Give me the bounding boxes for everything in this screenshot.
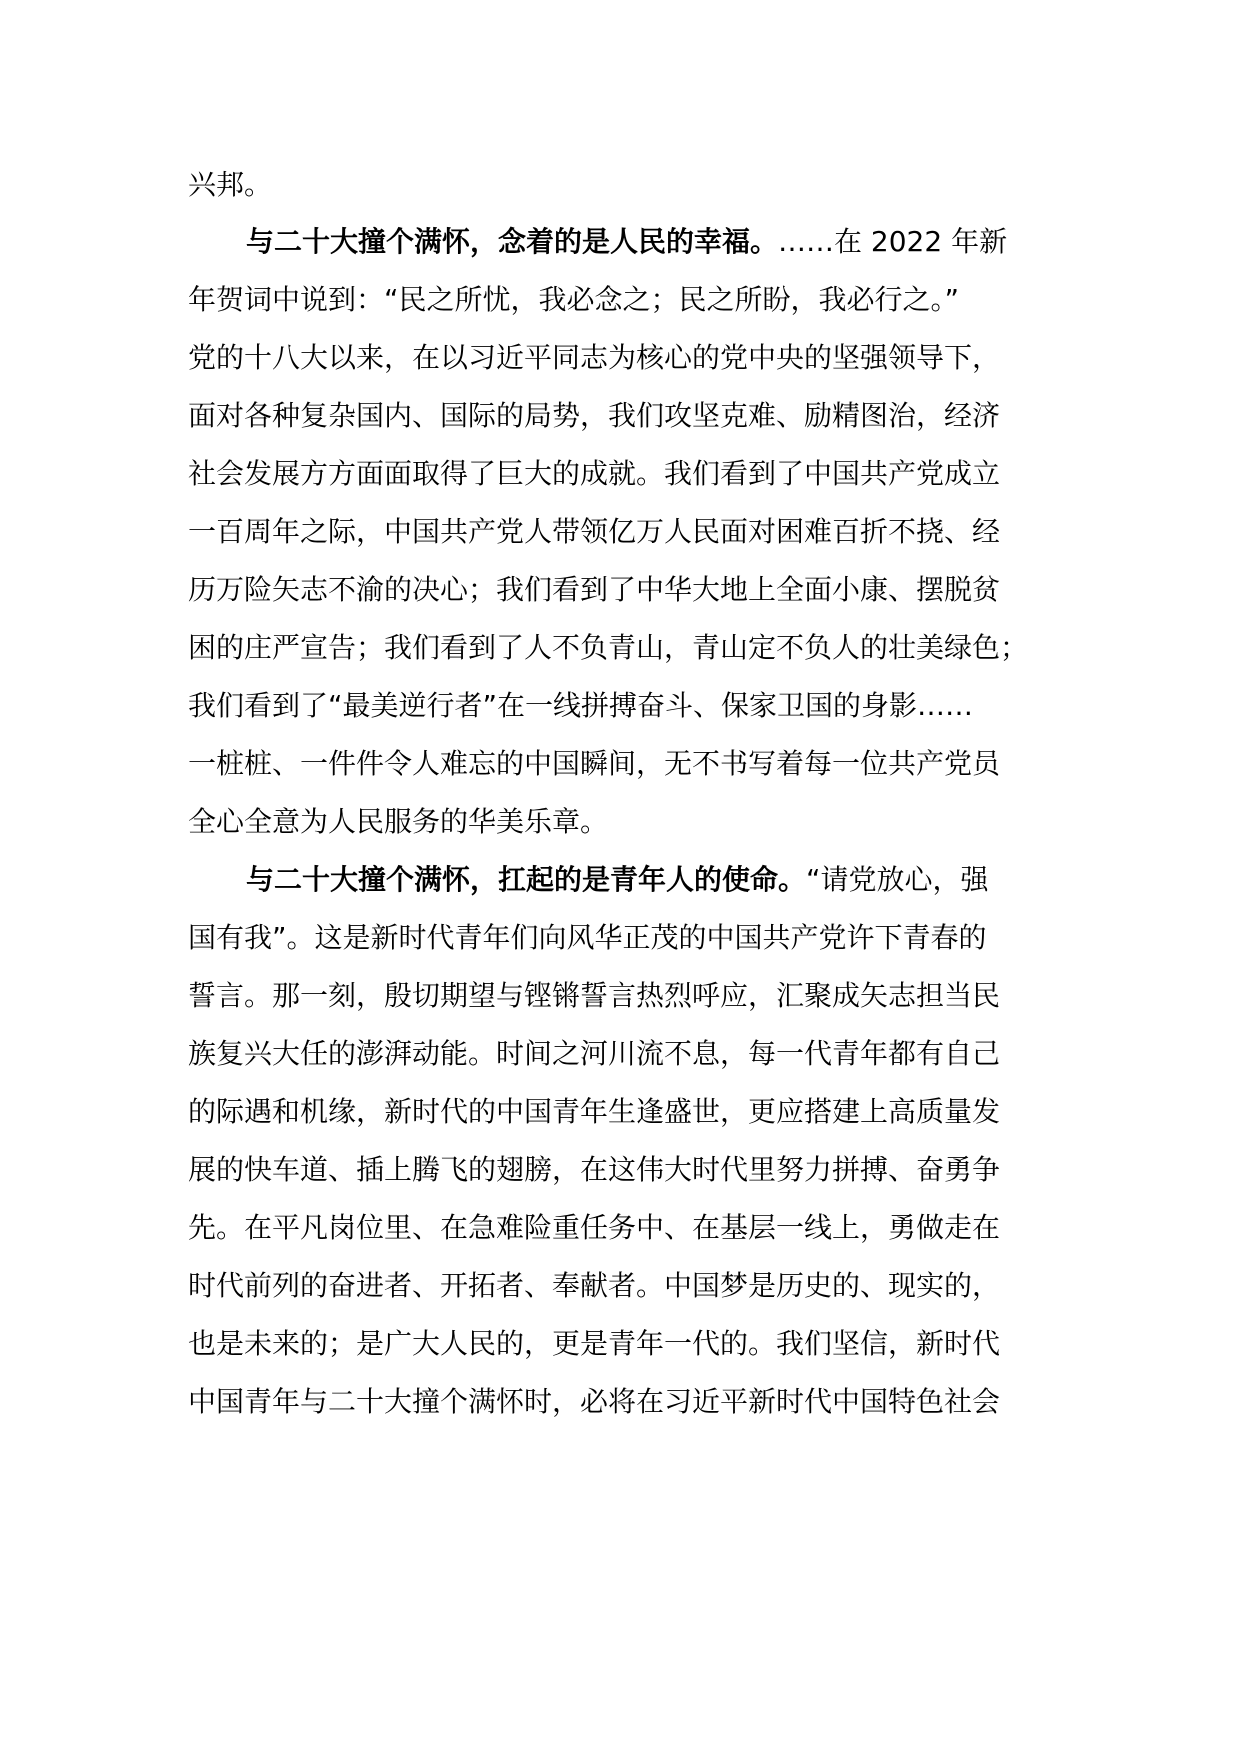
paragraph-lead-line [246,860,1058,900]
line-text: ……在 2022 年新 [778,225,1008,258]
line-text: 誓言。那一刻，殷切期望与铿锵誓言热烈呼应，汇聚成矢志担当民 [188,979,1001,1012]
line-text: 也是未来的；是广大人民的，更是青年一代的。我们坚信，新时代 [188,1327,1001,1360]
text-line [188,1266,1058,1306]
line-text: “请党放心，强 [806,863,989,896]
line-text: 的际遇和机缘，新时代的中国青年生逢盛世，更应搭建上高质量发 [188,1095,1001,1128]
text-line [188,1092,1058,1132]
line-text: 困的庄严宣告；我们看到了人不负青山，青山定不负人的壮美绿色； [188,631,1029,664]
text-line [188,1324,1058,1364]
line-text: 展的快车道、插上腾飞的翅膀，在这伟大时代里努力拼搏、奋勇争 [188,1153,1001,1186]
text-line [188,1034,1058,1074]
text-line [188,512,1058,552]
text-line [188,1150,1058,1190]
paragraph-heading: 与二十大撞个满怀，念着的是人民的幸福。 [246,225,779,258]
text-line [188,1208,1058,1248]
text-line [188,918,1058,958]
line-text: 一百周年之际，中国共产党人带领亿万人民面对困难百折不挠、经 [188,515,1001,548]
text-line [188,396,1058,436]
line-text: 面对各种复杂国内、国际的局势，我们攻坚克难、励精图治，经济 [188,399,1001,432]
line-text: 先。在平凡岗位里、在急难险重任务中、在基层一线上，勇做走在 [188,1211,1001,1244]
text-line [188,338,1058,378]
line-text: 年贺词中说到：“民之所忧，我必念之；民之所盼，我必行之。” [188,283,960,316]
text-line [188,1382,1058,1422]
text-line [188,628,1058,668]
line-text: 兴邦。 [188,168,273,201]
line-text: 历万险矢志不渝的决心；我们看到了中华大地上全面小康、摆脱贫 [188,573,1001,606]
line-text: 中国青年与二十大撞个满怀时，必将在习近平新时代中国特色社会 [188,1385,1001,1418]
line-text: 党的十八大以来，在以习近平同志为核心的党中央的坚强领导下， [188,341,1001,374]
text-line [188,570,1058,610]
text-line [188,165,1058,205]
line-text: 全心全意为人民服务的华美乐章。 [188,805,609,838]
paragraph-lead-line [246,222,1058,262]
text-line [188,280,1058,320]
text-line [188,744,1058,784]
line-text: 我们看到了“最美逆行者”在一线拼搏奋斗、保家卫国的身影…… [188,689,974,722]
text-line [188,802,1058,842]
text-line [188,976,1058,1016]
line-text: 族复兴大任的澎湃动能。时间之河川流不息，每一代青年都有自己 [188,1037,1001,1070]
line-text: 社会发展方方面面取得了巨大的成就。我们看到了中国共产党成立 [188,457,1001,490]
line-text: 时代前列的奋进者、开拓者、奉献者。中国梦是历史的、现实的， [188,1269,1001,1302]
line-text: 一桩桩、一件件令人难忘的中国瞬间，无不书写着每一位共产党员 [188,747,1001,780]
line-text: 国有我”。这是新时代青年们向风华正茂的中国共产党许下青春的 [188,921,987,954]
text-line [188,454,1058,494]
paragraph-heading: 与二十大撞个满怀，扛起的是青年人的使命。 [246,863,807,896]
text-line [188,686,1058,726]
